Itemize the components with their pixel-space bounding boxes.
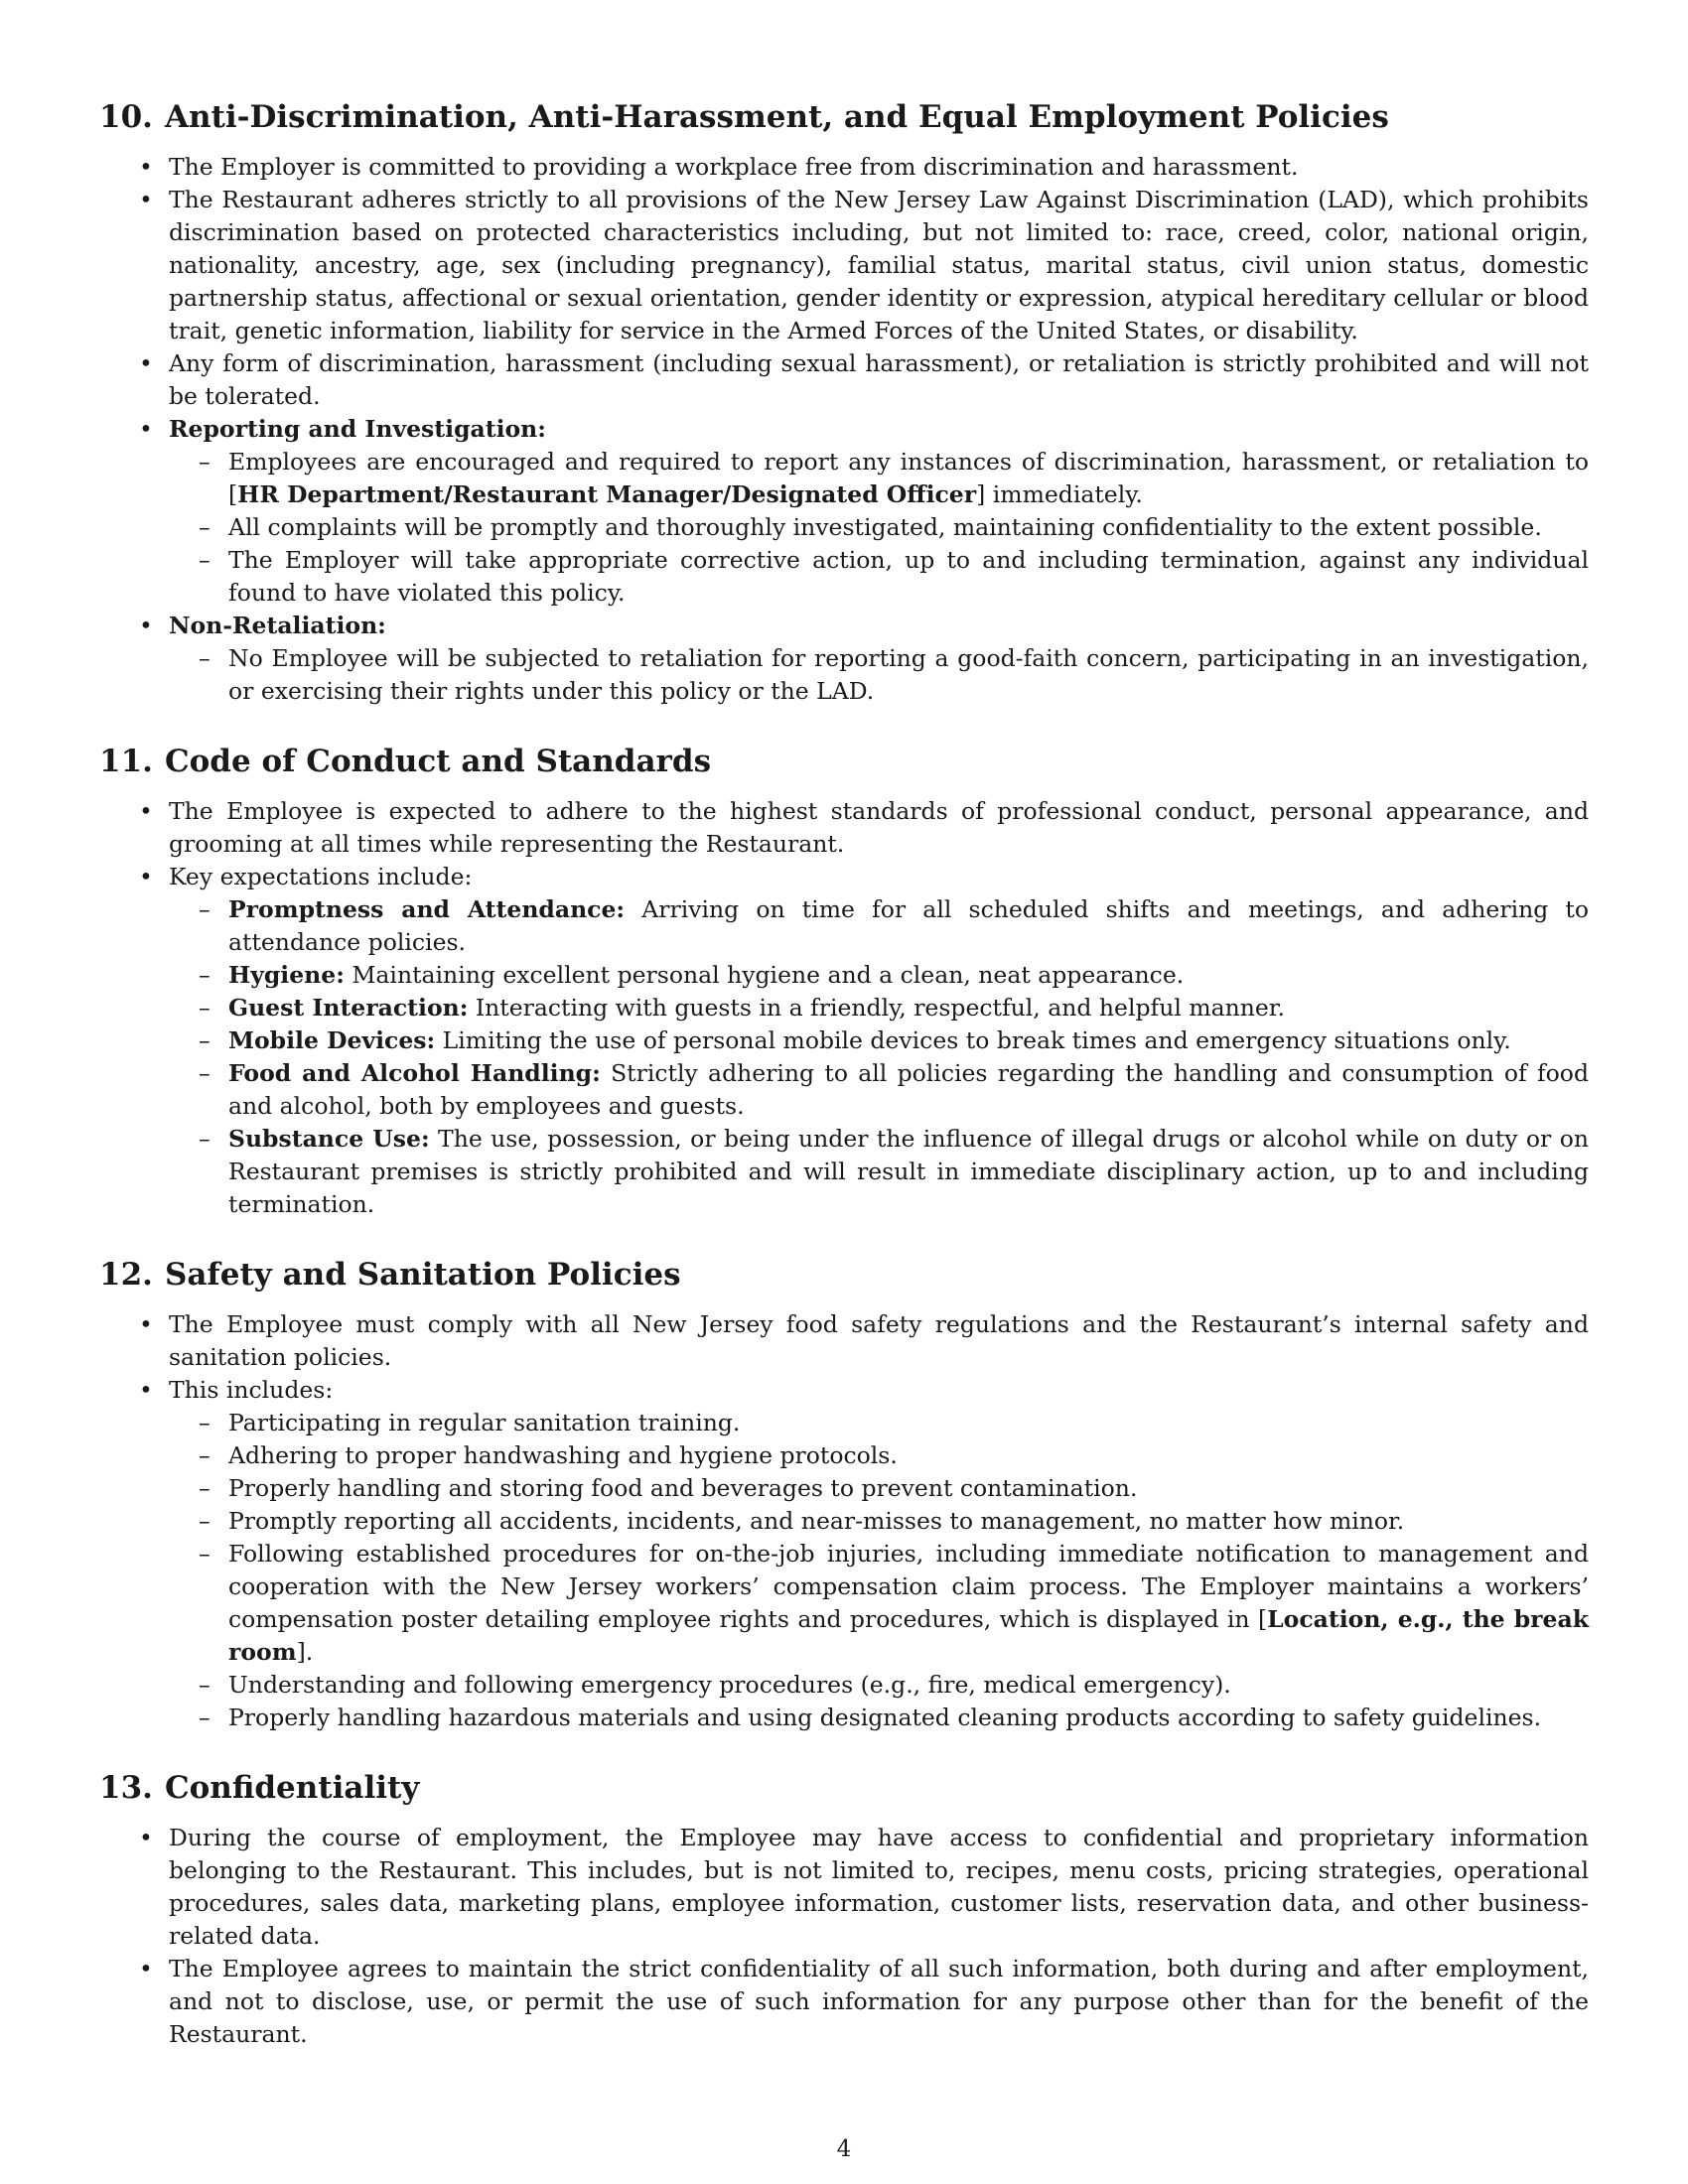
section-heading xyxy=(99,742,1589,781)
sub-list xyxy=(169,1407,1589,1734)
sub-item-label: Mobile Devices: xyxy=(228,1026,436,1054)
sub-item-text: ] immediately. xyxy=(976,480,1143,508)
sub-item xyxy=(228,1123,1589,1221)
sub-item-text: The use, possession, or being under the influence of illegal drugs or alcohol while on duty or on Restaurant premises is strictly prohibited and will result in immediate disciplinary action, up to and including termination. xyxy=(228,1125,1589,1218)
sub-item xyxy=(228,893,1589,959)
section-11 xyxy=(99,742,1589,1221)
placeholder-text: Location, e.g., the break room xyxy=(228,1605,1589,1666)
bullet-list xyxy=(99,795,1589,1221)
bullet-heading: Reporting and Investigation: xyxy=(169,415,546,443)
section-heading xyxy=(99,1768,1589,1808)
sub-item-text: Following established procedures for on-the-job injuries, including immediate notification to management and cooperation with the New Jersey workers’ compensation claim process. The Employer maintains a workers’ compensation poster detailing employee rights and procedures, which is displayed in [ xyxy=(228,1540,1589,1633)
bullet-list xyxy=(99,151,1589,708)
bullet-text: This includes: xyxy=(169,1376,334,1404)
sub-item-text: Arriving on time for all scheduled shifts and meetings, and adhering to attendance policies. xyxy=(228,895,1590,956)
sub-item-text: Limiting the use of personal mobile devices to break times and emergency situations only. xyxy=(435,1026,1511,1054)
sub-item: – Adhering to proper handwashing and hygiene protocols. xyxy=(228,1439,1589,1472)
page-content xyxy=(99,97,1589,2085)
bullet-list xyxy=(99,1308,1589,1734)
sub-item-label: Promptness and Attendance: xyxy=(228,895,626,923)
section-heading xyxy=(99,1255,1589,1295)
sub-item: – Promptly reporting all accidents, incidents, and near-misses to management, no matter how minor. xyxy=(228,1505,1589,1538)
sub-item-label: Food and Alcohol Handling: xyxy=(228,1059,601,1087)
sub-item: – All complaints will be promptly and thoroughly investigated, maintaining confidentiality to the extent possible. xyxy=(228,511,1589,544)
sub-item-text: ]. xyxy=(296,1638,314,1666)
sub-item: – Properly handling and storing food and beverages to prevent contamination. xyxy=(228,1472,1589,1505)
bullet-item: • The Employer is committed to providing a workplace free from discrimination and harassment. xyxy=(169,151,1589,184)
sub-item-text: Interacting with guests in a friendly, respectful, and helpful manner. xyxy=(468,994,1285,1022)
bullet-item xyxy=(169,861,1589,1221)
sub-item: – Properly handling hazardous materials and using designated cleaning products according to safety guidelines. xyxy=(228,1702,1589,1734)
bullet-item: • The Employee must comply with all New Jersey food safety regulations and the Restaurant’s internal safety and sanitation policies. xyxy=(169,1308,1589,1374)
bullet-item: • Any form of discrimination, harassment (including sexual harassment), or retaliation is strictly prohibited and will not be tolerated. xyxy=(169,347,1589,413)
section-heading xyxy=(99,97,1589,137)
sub-item-text: Employees are encouraged and required to report any instances of discrimination, harassment, or retaliation to [ xyxy=(228,448,1589,508)
section-title: Confidentiality xyxy=(164,1770,420,1806)
sub-item-text: Maintaining excellent personal hygiene and a clean, neat appearance. xyxy=(344,961,1185,989)
sub-list xyxy=(169,642,1589,708)
bullet-item xyxy=(169,1374,1589,1734)
page-number: 4 xyxy=(836,2136,852,2162)
sub-item-label: Guest Interaction: xyxy=(228,994,469,1022)
placeholder-text: HR Department/Restaurant Manager/Designated Officer xyxy=(237,480,977,508)
section-10 xyxy=(99,97,1589,708)
section-title: Anti-Discrimination, Anti-Harassment, and Equal Employment Policies xyxy=(164,99,1389,135)
bullet-list xyxy=(99,1822,1589,2051)
sub-item: – The Employer will take appropriate corrective action, up to and including termination, against any individual found to have violated this policy. xyxy=(228,544,1589,610)
bullet-text: Key expectations include: xyxy=(169,863,473,890)
sub-item xyxy=(228,992,1589,1024)
sub-list xyxy=(169,446,1589,610)
section-number: 13. xyxy=(99,1770,153,1806)
sub-item: – Understanding and following emergency procedures (e.g., fire, medical emergency). xyxy=(228,1669,1589,1702)
sub-item xyxy=(228,959,1589,992)
section-title: Safety and Sanitation Policies xyxy=(164,1257,681,1293)
bullet-item: • During the course of employment, the Employee may have access to confidential and proprietary information belonging to the Restaurant. This includes, but is not limited to, recipes, menu costs, pricing strategies, operational procedures, sales data, marketing plans, employee information, customer lists, reservation data, and other business-related data. xyxy=(169,1822,1589,1953)
sub-item: – Participating in regular sanitation training. xyxy=(228,1407,1589,1439)
section-number: 10. xyxy=(99,99,153,135)
sub-item xyxy=(228,1538,1589,1669)
sub-item-label: Substance Use: xyxy=(228,1125,430,1153)
section-13 xyxy=(99,1768,1589,2051)
sub-item xyxy=(228,1024,1589,1057)
section-number: 12. xyxy=(99,1257,153,1293)
sub-item xyxy=(228,1057,1589,1123)
bullet-item xyxy=(169,610,1589,708)
sub-item xyxy=(228,446,1589,511)
section-number: 11. xyxy=(99,744,153,779)
bullet-item xyxy=(169,413,1589,610)
section-title: Code of Conduct and Standards xyxy=(164,744,712,779)
bullet-item: • The Employee agrees to maintain the strict confidentiality of all such information, both during and after employment, and not to disclose, use, or permit the use of such information for any purpose other than for the benefit of the Restaurant. xyxy=(169,1953,1589,2051)
bullet-item: • The Restaurant adheres strictly to all provisions of the New Jersey Law Against Discrimination (LAD), which prohibits discrimination based on protected characteristics including, but not limited to: race, creed, color, national origin, nationality, ancestry, age, sex (including pregnancy), familial status, marital status, civil union status, domestic partnership status, affectional or sexual orientation, gender identity or expression, atypical hereditary cellular or blood trait, genetic information, liability for service in the Armed Forces of the United States, or disability. xyxy=(169,184,1589,347)
section-12 xyxy=(99,1255,1589,1734)
bullet-item: • The Employee is expected to adhere to the highest standards of professional conduct, personal appearance, and grooming at all times while representing the Restaurant. xyxy=(169,795,1589,861)
sub-item-label: Hygiene: xyxy=(228,961,345,989)
bullet-heading: Non-Retaliation: xyxy=(169,612,386,639)
sub-item-text: Strictly adhering to all policies regarding the handling and consumption of food and alcohol, both by employees and guests. xyxy=(228,1059,1590,1120)
sub-list xyxy=(169,893,1589,1221)
sub-item: – No Employee will be subjected to retaliation for reporting a good-faith concern, participating in an investigation, or exercising their rights under this policy or the LAD. xyxy=(228,642,1589,708)
